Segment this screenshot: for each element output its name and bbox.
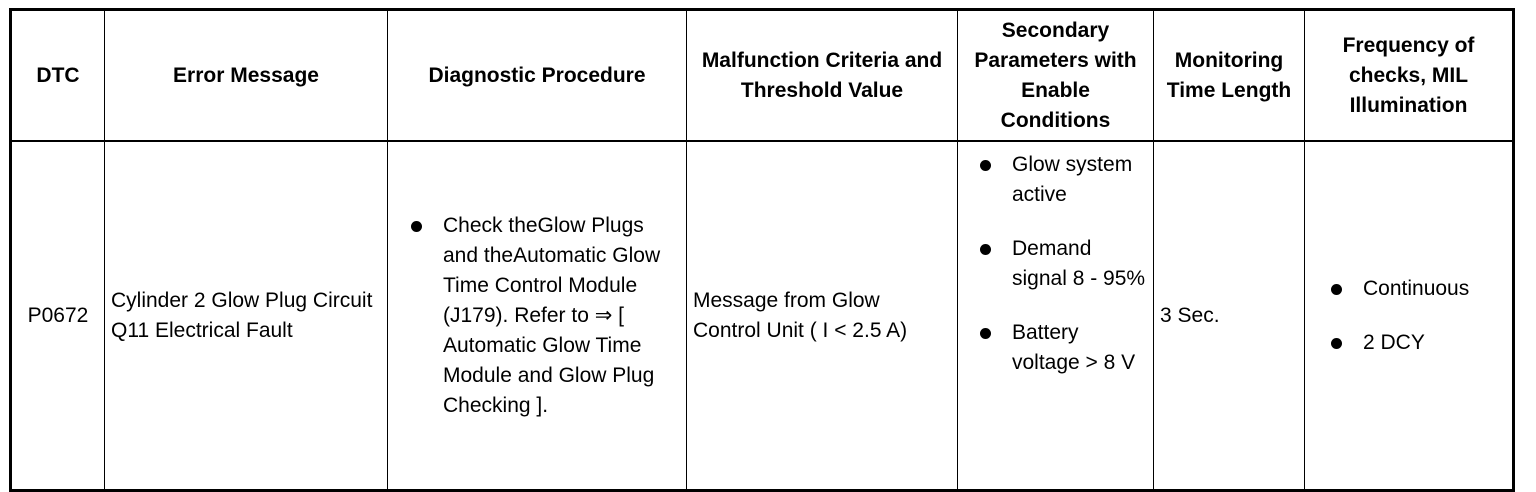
frequency-text: Continuous bbox=[1363, 276, 1470, 300]
cell-secondary-parameters bbox=[958, 141, 1154, 491]
header-monitoring-time: Monitoring Time Length bbox=[1154, 10, 1305, 142]
header-frequency: Frequency of checks, MIL Illumination bbox=[1305, 10, 1514, 142]
list-item bbox=[978, 234, 1147, 294]
diagnostic-procedure-text: Check theGlow Plugs and theAutomatic Glow Time Control Module (J179). Refer to ⇒ [ Automatic Glow Time Module and Glow Plug Checking ]. bbox=[443, 213, 661, 417]
table-row bbox=[11, 141, 1514, 491]
header-dtc: DTC bbox=[11, 10, 105, 142]
secondary-parameter-text: Battery voltage > 8 V bbox=[1012, 321, 1136, 374]
cell-diagnostic-procedure bbox=[388, 141, 687, 491]
bullet-icon bbox=[980, 244, 991, 255]
list-item bbox=[409, 211, 682, 421]
cell-monitoring-time: 3 Sec. bbox=[1154, 141, 1305, 491]
header-error-message: Error Message bbox=[105, 10, 388, 142]
list-item bbox=[978, 318, 1147, 378]
diagnostic-procedure-list bbox=[409, 211, 682, 421]
secondary-parameter-text: Demand signal 8 - 95% bbox=[1012, 237, 1146, 290]
cell-dtc: P0672 bbox=[11, 141, 105, 491]
list-item bbox=[1329, 328, 1506, 358]
cell-frequency bbox=[1305, 141, 1514, 491]
list-item bbox=[978, 150, 1147, 210]
cell-error-message: Cylinder 2 Glow Plug Circuit Q11 Electrical Fault bbox=[105, 141, 388, 491]
secondary-parameters-list bbox=[978, 150, 1147, 378]
list-item bbox=[1329, 274, 1506, 304]
bullet-icon bbox=[1331, 284, 1342, 295]
header-row bbox=[11, 10, 1514, 142]
frequency-list bbox=[1329, 274, 1506, 358]
bullet-icon bbox=[980, 328, 991, 339]
bullet-icon bbox=[411, 221, 422, 232]
frequency-text: 2 DCY bbox=[1363, 330, 1425, 354]
dtc-table bbox=[9, 8, 1515, 492]
header-diagnostic-procedure: Diagnostic Procedure bbox=[388, 10, 687, 142]
bullet-icon bbox=[1331, 338, 1342, 349]
cell-malfunction-criteria: Message from Glow Control Unit ( I < 2.5 A) bbox=[687, 141, 958, 491]
bullet-icon bbox=[980, 160, 991, 171]
secondary-parameter-text: Glow system active bbox=[1012, 153, 1133, 206]
header-malfunction-criteria: Malfunction Criteria and Threshold Value bbox=[687, 10, 958, 142]
header-secondary-parameters: Secondary Parameters with Enable Conditions bbox=[958, 10, 1154, 142]
